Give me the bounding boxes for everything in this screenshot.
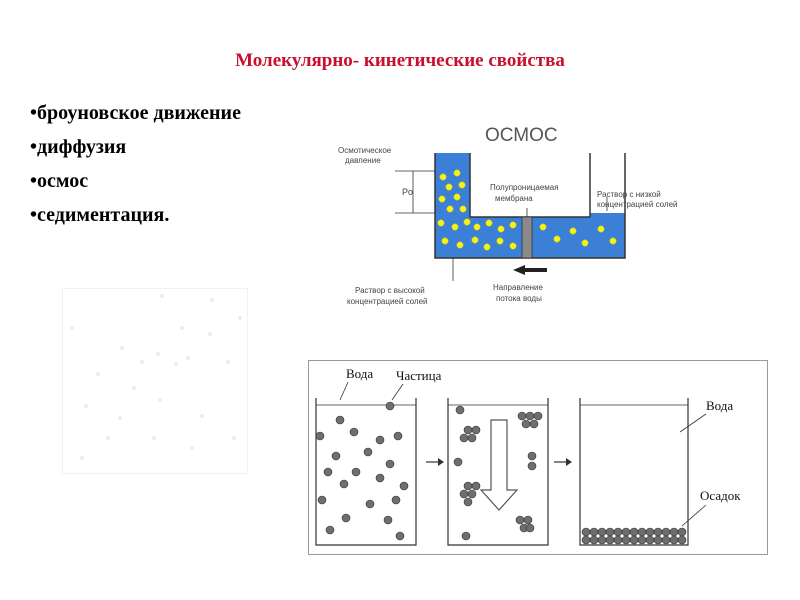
pressure-symbol: Po [402,187,414,197]
bullet-sedimentation: • седиментация. [30,198,241,232]
osmotic-pressure-label-2: давление [345,156,381,165]
water-label-right: Вода [706,398,734,413]
property-list [30,96,241,232]
flow-direction-label: Направление [493,283,543,292]
flow-arrow-icon [513,265,547,275]
osmosis-heading: ОСМОС [485,125,558,146]
high-concentration-label-2: концентрацией солей [347,297,428,306]
bullet-osmosis: • осмос [30,164,241,198]
bullet-diffusion: • диффузия [30,130,241,164]
bullet-brownian-motion: • броуновское движение [30,96,241,130]
slide-title: Молекулярно- кинетические свойства [235,50,565,71]
brownian-motion-image [62,288,248,474]
high-concentration-label: Раствор с высокой [355,286,425,295]
low-concentration-label-2: концентрацией солей [597,200,678,209]
membrane-label-2: мембрана [495,194,533,203]
low-concentration-label: Раствор с низкой [597,190,661,199]
membrane [522,217,532,258]
osmotic-pressure-label: Осмотическое [338,146,392,155]
sedimentation-diagram [308,360,768,555]
osmosis-diagram [335,115,678,315]
sedimentation-frame [309,361,768,555]
sediment-label: Осадок [700,488,741,503]
membrane-label: Полупроницаемая [490,183,559,192]
flow-direction-label-2: потока воды [496,294,542,303]
particle-label: Частица [396,368,442,383]
water-label-left: Вода [346,366,374,381]
